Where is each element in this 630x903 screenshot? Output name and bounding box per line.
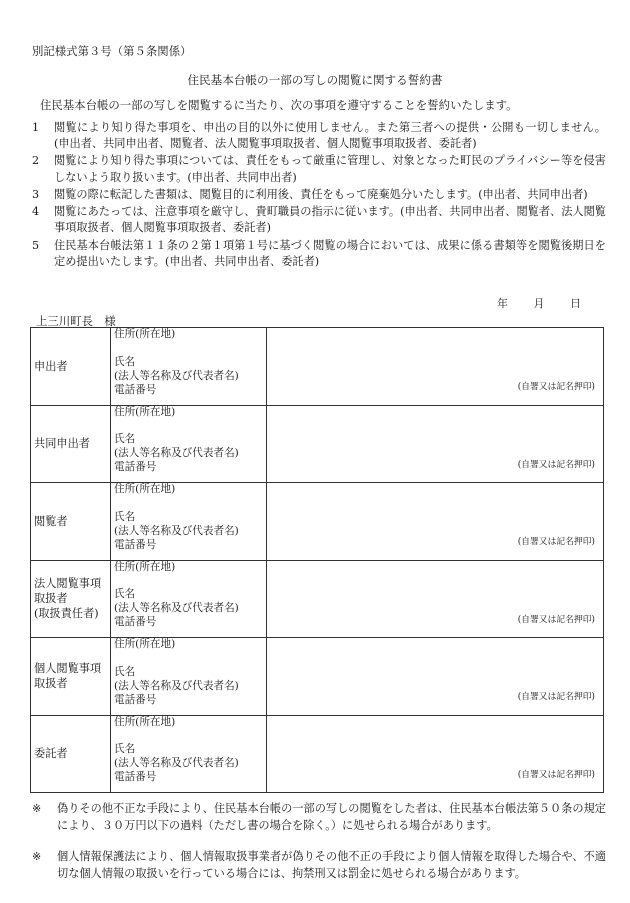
seal-note: (自署又は記名押印) [517,769,595,780]
signature-table [30,327,604,793]
phone-label: 電話番号 [114,461,157,474]
date-year-label: 年 [497,297,508,310]
signature-row [31,560,604,638]
name-label: 氏名 [114,665,136,678]
seal-note: (自署又は記名押印) [517,692,595,702]
role-label: 個人閲覧事項取扱者 [31,638,111,716]
signature-entry-field[interactable] [267,483,604,561]
field-labels [111,328,267,406]
address-label: 住所(所在地) [114,405,176,418]
corp-name-label: (法人等名称及び代表者名) [114,602,239,615]
pledge-item [30,204,606,236]
phone-label: 電話番号 [114,616,157,629]
pledge-item [30,187,606,203]
spacer [114,342,263,356]
signature-entry-field[interactable] [267,328,604,406]
signature-entry-field[interactable] [267,715,604,793]
pledge-number: 5 [32,238,40,252]
seal-note: (自署又は記名押印) [517,537,595,547]
address-label: 住所(所在地) [114,715,176,728]
phone-label: 電話番号 [114,771,157,784]
field-labels [111,715,267,793]
corp-name-label: (法人等名称及び代表者名) [114,447,239,460]
field-labels [111,638,267,716]
addressee: 上三川町長 様 [36,314,116,328]
pledge-text: 閲覧にあたっては、注意事項を厳守し、貴町職員の指示に従います。(申出者、共同申出者、閲覧者、法人閲覧事項取扱者、個人閲覧事項取扱者、委託者) [54,205,606,235]
spacer [114,652,263,666]
phone-label: 電話番号 [114,538,157,551]
role-label: 共同申出者 [31,405,111,483]
signature-row [31,638,604,716]
address-label: 住所(所在地) [114,560,176,573]
corp-name-label: (法人等名称及び代表者名) [114,679,239,692]
role-label: 閲覧者 [31,483,111,561]
pledge-text: 閲覧の際に転記した書類は、閲覧目的に利用後、責任をもって廃棄処分いたします。(申出者、共同申出者) [54,187,588,201]
corp-name-label: (法人等名称及び代表者名) [114,369,239,382]
role-label: 申出者 [31,328,111,406]
name-label: 氏名 [114,433,136,446]
pledge-item [30,153,606,185]
note-text: 個人情報保護法により、個人情報取扱事業者が偽りその他不正の手段により個人情報を取得した場合や、不適切な個人情報の取扱いを行っている場合には、拘禁刑又は罰金に処せられる場合があります。 [57,849,606,881]
corp-name-label: (法人等名称及び代表者名) [114,757,239,770]
address-label: 住所(所在地) [114,328,176,340]
name-label: 氏名 [114,743,136,756]
signature-row [31,405,604,483]
pledge-list [30,120,606,271]
pledge-item [30,238,606,270]
spacer [114,419,263,433]
signature-row [31,483,604,561]
pledge-number: 4 [32,205,40,219]
name-label: 氏名 [114,510,136,523]
spacer [114,497,263,511]
signature-entry-field[interactable] [267,638,604,716]
address-label: 住所(所在地) [114,638,176,650]
pledge-text: 閲覧により知り得た事項を、申出の目的以外に使用しません。また第三者への提供・公開も一切しません。(申出者、共同申出者、閲覧者、法人閲覧事項取扱者、個人閲覧事項取扱者、委託者) [54,121,606,151]
pledge-number: 1 [32,121,40,134]
address-label: 住所(所在地) [114,483,176,495]
note-mark: ※ [32,802,42,815]
role-label: 法人閲覧事項取扱者 (取扱責任者) [31,560,111,638]
signature-row [31,715,604,793]
seal-note: (自署又は記名押印) [517,382,595,392]
notes [30,800,606,895]
role-label: 委託者 [31,715,111,793]
spacer [114,574,263,588]
corp-name-label: (法人等名称及び代表者名) [114,524,239,537]
note-text: 偽りその他不正な手段により、住民基本台帳の一部の写しの閲覧をした者は、住民基本台帳法第５０条の規定により、３０万円以下の過料（ただし書の場合を除く。）に処せられる場合があります。 [57,802,606,833]
field-labels [111,405,267,483]
pledge-text: 閲覧により知り得た事項については、責任をもって厳重に管理し、対象となった町民のプライバシー等を侵害しないよう取り扱います。(申出者、共同申出者) [54,154,606,184]
field-labels [111,560,267,638]
seal-note: (自署又は記名押印) [517,459,595,470]
note-mark: ※ [32,849,42,863]
intro-text: 住民基本台帳の一部の写しを閲覧するに当たり、次の事項を遵守することを誓約いたします。 [40,98,518,112]
note-item [30,848,606,883]
phone-label: 電話番号 [114,383,157,396]
date-month-label: 月 [533,297,545,310]
spacer [114,729,263,743]
date-day-label: 日 [570,297,581,310]
phone-label: 電話番号 [114,693,157,706]
signature-entry-field[interactable] [267,560,604,638]
pledge-text: 住民基本台帳法第１１条の２第１項第１号に基づく閲覧の場合においては、成果に係る書類等を閲覧後期日を定め提出いたします。(申出者、共同申出者、委託者) [54,238,606,268]
date-line [497,296,581,312]
seal-note: (自署又は記名押印) [517,614,595,625]
pledge-number: 3 [32,187,40,201]
pledge-number: 2 [32,154,40,168]
note-item [30,800,606,835]
name-label: 氏名 [114,588,136,601]
name-label: 氏名 [114,355,136,368]
form-label: 別記様式第３号（第５条関係） [32,44,192,58]
field-labels [111,483,267,561]
signature-entry-field[interactable] [267,405,604,483]
signature-row [31,328,604,406]
pledge-item [30,120,606,152]
page-title: 住民基本台帳の一部の写しの閲覧に関する誓約書 [187,73,443,87]
